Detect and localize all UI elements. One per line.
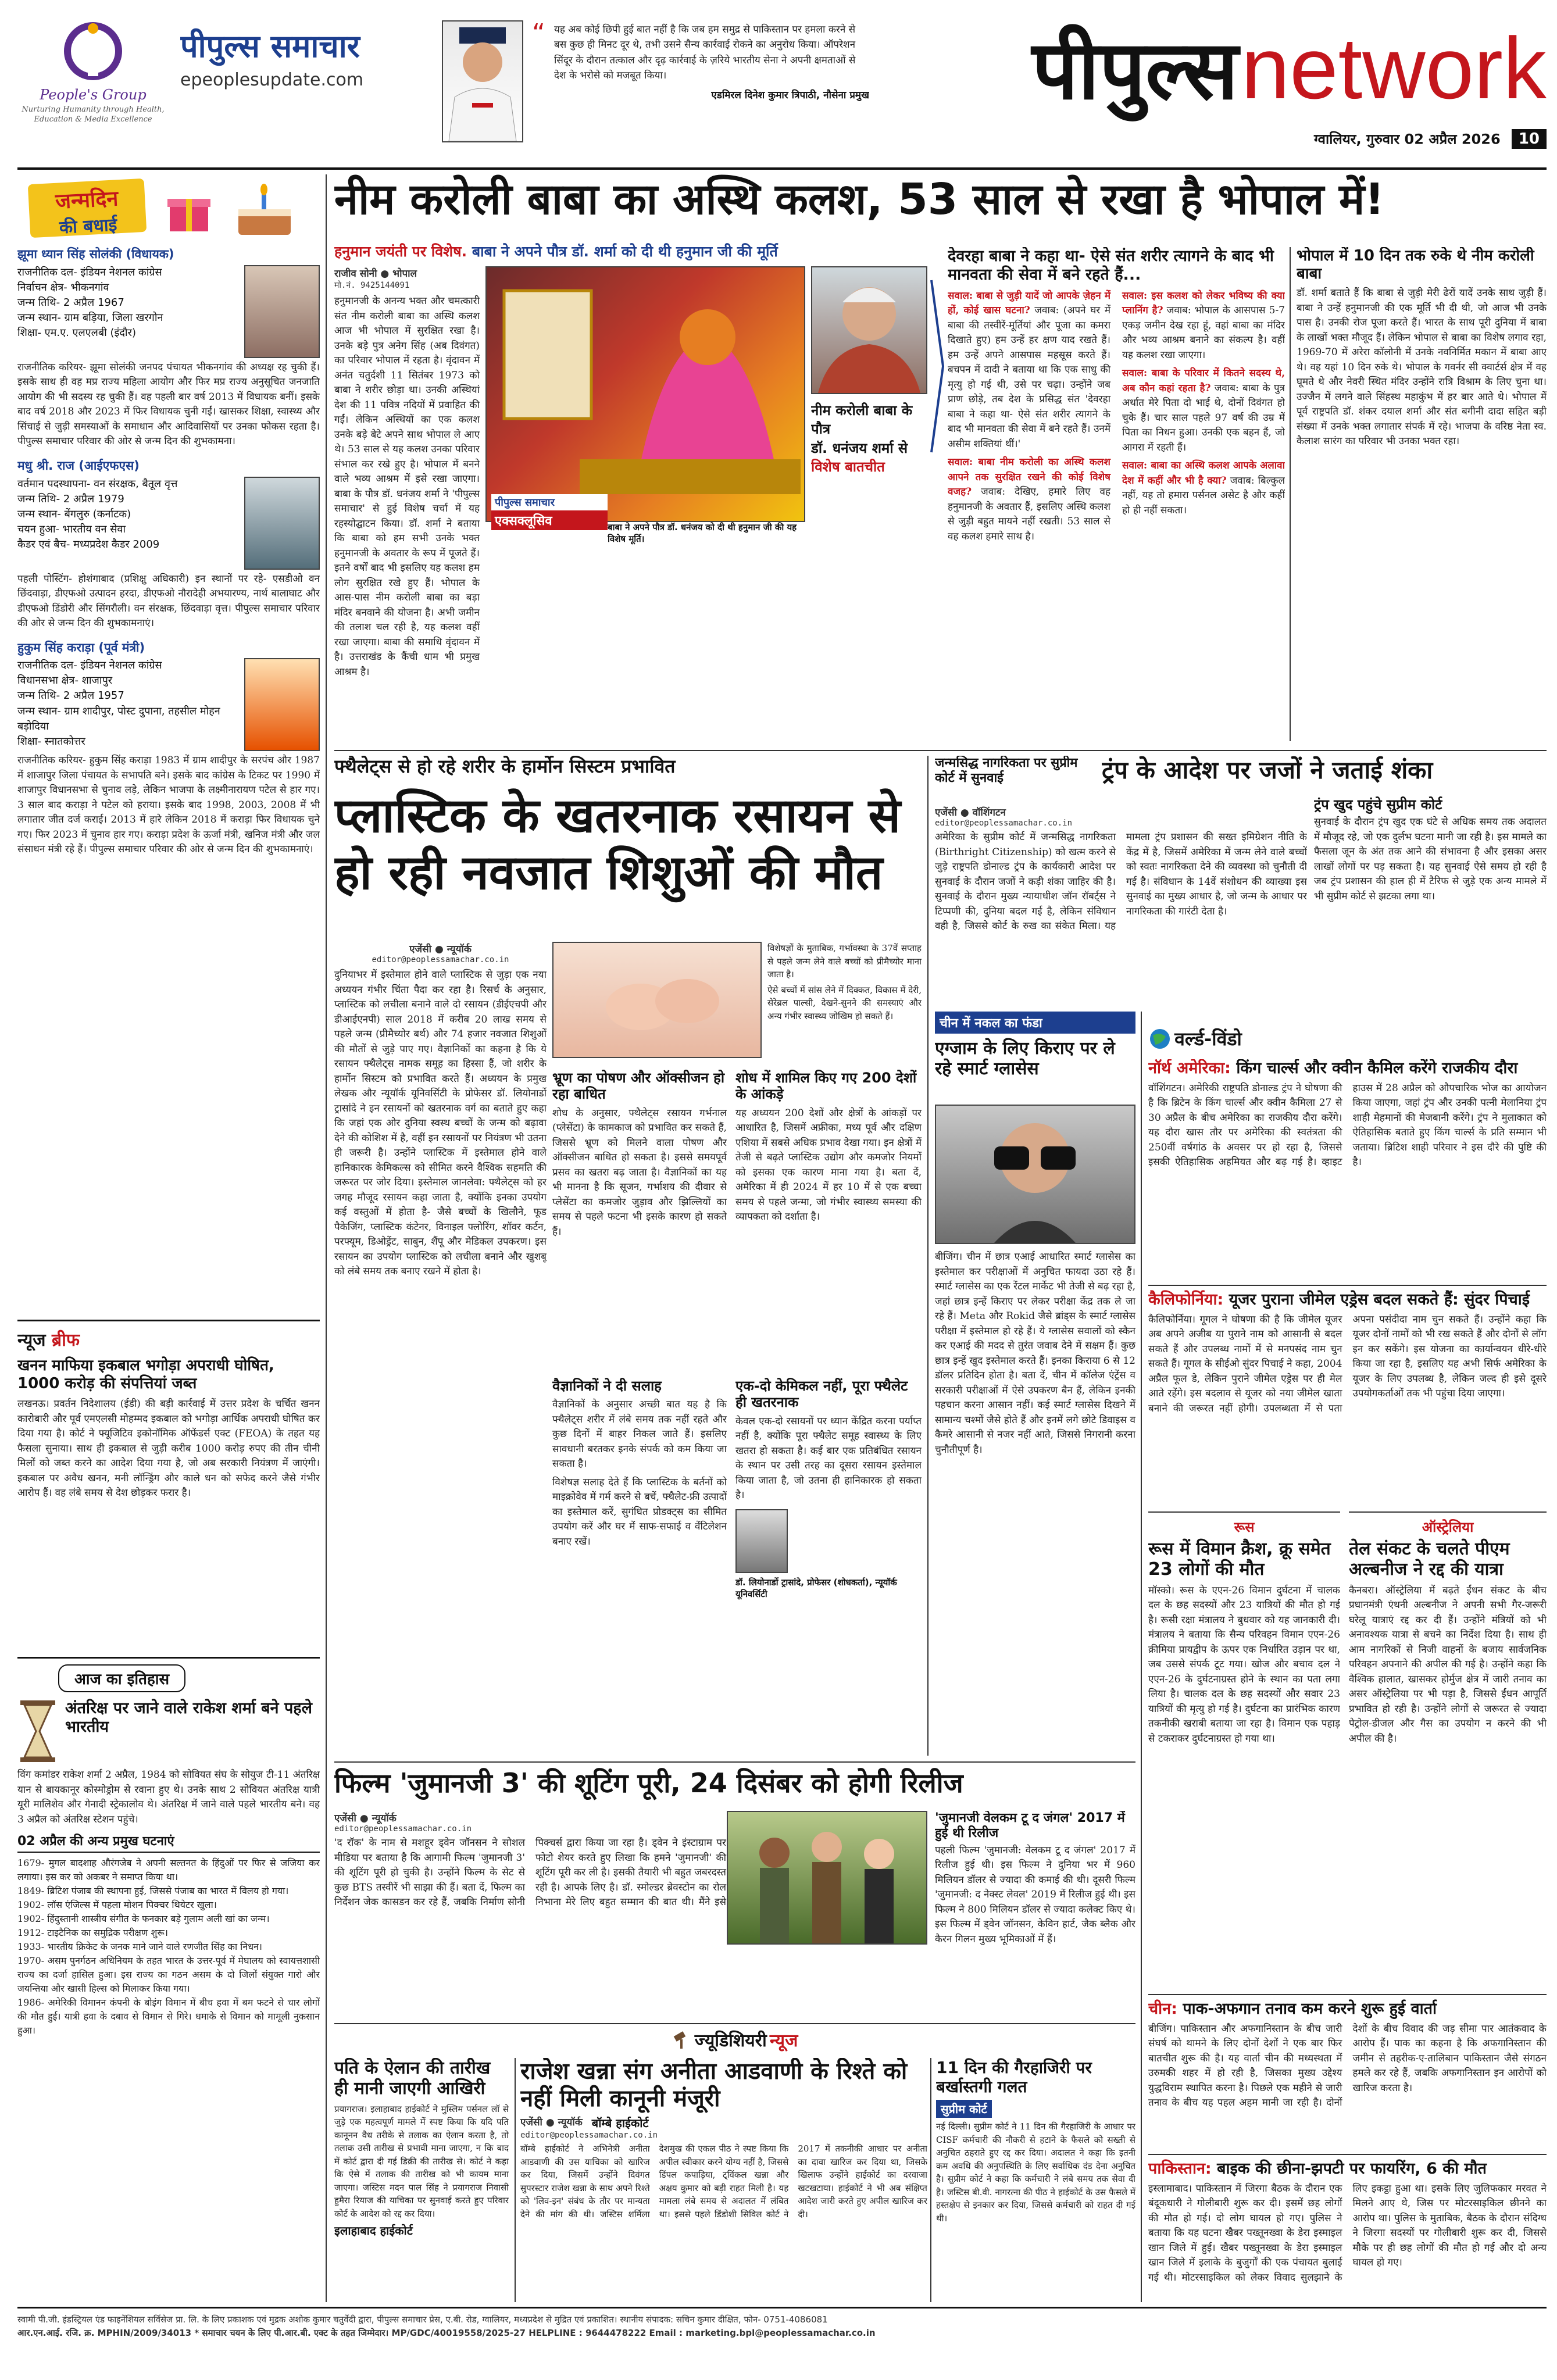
plastic-bullet: विशेषज्ञों के मुताबिक, गर्भावस्था के 37वें सप्ताह से पहले जन्म लेने वाले बच्चों को प्रीमैच्योर माना जाता है। <box>767 943 922 980</box>
world-left-rule <box>1141 1012 1142 2302</box>
qa-question: सवाल: बाबा के परिवार में कितने सदस्य थे, अब कौन कहां रहता है? <box>1122 367 1285 394</box>
plastic-box-2 <box>735 1070 922 1372</box>
news-brief-headline: खनन माफिया इकबाल भगोड़ा अपराधी घोषित, 1000 करोड़ की संपत्तियां जब्त <box>17 1357 274 1392</box>
world-china-label: चीन: <box>1148 2000 1177 2018</box>
plastic-box-4 <box>735 1378 922 1738</box>
footer-line-1: स्वामी पी.जी. इंडस्ट्रियल एंड फाइनेंशियल सर्विसेज प्रा. लि. के लिए प्रकाशक एवं मुद्रक अशोक कुमार चतुर्वेदी द्वारा, पीपुल्स समाचार प्रेस, ए.बी. रोड, ग्वालियर, मध्यप्रदेश से मुद्रित एवं प्रकाशित। स्थानीय संपादक: सचिन कुमार दीक्षित, फोन- 0751-4086081 <box>17 2314 828 2325</box>
lead-byline: राजीव सोनी ● भोपाल <box>334 268 417 280</box>
citizenship-side-box <box>1314 796 1547 1017</box>
lead-qa-headline: देवरहा बाबा ने कहा था- ऐसे संत शरीर त्यागने के बाद भी मानवता की सेवा में बने रहते हैं... <box>948 247 1274 284</box>
birthday-person-detail: शिक्षा- एम.ए. एलएलबी (इंदौर) <box>17 327 136 340</box>
world-na-headline: किंग चार्ल्स और क्वीन कैमिल करेंगे राजकीय दौरा <box>1236 1059 1518 1077</box>
world-ca-story <box>1148 1285 1547 1506</box>
exclusive-label: पीपुल्स समाचार <box>491 494 608 510</box>
birthday-person <box>17 247 320 449</box>
baby-feet-icon <box>553 943 760 1057</box>
idol-photo-caption: बाबा ने अपने पौत्र डॉ. धनंजय को दी थी हनुमान जी की यह विशेष मूर्ति। <box>608 522 797 544</box>
lead-qa-body <box>948 289 1285 545</box>
plastic-bullets <box>767 942 922 1058</box>
world-na-label: नॉर्थ अमेरिका: <box>1148 1059 1231 1077</box>
history-event: 1912- टाइटैनिक का समुद्रिक परीक्षण शुरू। <box>17 1927 168 1938</box>
plastic-box-2-headline: शोध में शामिल किए गए 200 देशों के आंकड़े <box>735 1070 917 1103</box>
world-na-title <box>1148 1059 1547 1078</box>
citizenship-headline: ट्रंप के आदेश पर जजों ने जताई शंका <box>1102 756 1433 784</box>
birthday-person-detail: जन्म स्थान- ग्राम बड़िया, जिला खरगोन <box>17 312 163 324</box>
qa-answer: जवाब: भोपाल के आसपास 5-7 एकड़ जमीन देख रहा हूं, वहां बाबा का मंदिर और भव्य आश्रम बनाने का संकल्प है। वहीं यह कलश रखा जाएगा। <box>1122 305 1285 361</box>
news-brief-section <box>17 1320 320 1645</box>
newborn-feet-photo <box>552 942 762 1058</box>
quote-icon: “ <box>532 22 545 48</box>
qa-answer: जवाब: (अपने घर में बाबा की तस्वीरें-मूर्तियां और पूजा का कमरा दिखाते हुए) हम उन्हें हर क्षण याद रखते हैं। हम उन्हें अपने आसपास महसूस करते हैं। बचपन में दादी ने बताया था कि एक साधु की मृत्यु हो गई थी, उसे पर चढ़ा। उन्होंने जब प्राण छोड़े, तब देश के प्रसिद्ध संत 'देवरहा बाबा ने कहा था- ऐसे संत शरीर त्यागने के बाद भी मानवता की सेवा में बने रहते हैं। उनमें असीम शक्तियां थीं।' <box>948 305 1111 450</box>
plastic-box-4-headline: एक-दो केमिकल नहीं, पूरा फ्थैलेट ही खतरनाक <box>735 1378 908 1411</box>
website-link[interactable]: epeoplesupdate.com <box>180 70 364 90</box>
plastic-box-1 <box>552 1070 727 1372</box>
qa-answer: जवाब: देखिए, हमारे लिए वह हनुमानजी के अवतार हैं, इसलिए अस्थि कलश से जुड़ी बहुत मायने नहीं रखती। 53 साल से वह कलश हमारे साथ है। <box>948 486 1110 542</box>
plastic-box-3-headline: वैज्ञानिकों ने दी सलाह <box>552 1378 662 1394</box>
citizenship-side-headline: जन्मसिद्ध नागरिकता पर सुप्रीम कोर्ट में सुनवाई <box>935 756 1078 785</box>
history-headline: अंतरिक्ष पर जाने वाले राकेश शर्मा बने पहले भारतीय <box>65 1699 312 1736</box>
gavel-icon <box>672 2030 692 2050</box>
birthday-person <box>17 459 320 631</box>
lead-body: हनुमानजी के अनन्य भक्त और चमत्कारी संत नीम करोली बाबा का अस्थि कलश आज भी भोपाल में सुरक्षित रखा है। उनके बड़े पुत्र अनेग सिंह (अब दिवंगत) का परिवार भोपाल में रहता है। वृंदावन में अनंत चतुर्दशी 11 सितंबर 1973 को बाबा ने शरीर छोड़ा था। उनकी अस्थियां देश की 11 पवित्र नदियों में प्रवाहित की गईं। लेकिन अस्थियों का एक कलश उनके बड़े बेटे अपने साथ भोपाल ले आए थे। 53 साल से यह कलश उनका परिवार संभाल कर रखे हुए है। भोपाल में बनने वाले भव्य आश्रम में इसे रखा जाएगा। बाबा के पौत्र डॉ. धनंजय शर्मा ने 'पीपुल्स समाचार' से हुई विशेष चर्चा में यह रहस्योद्घाटन किया। डॉ. शर्मा ने बताया कि बाबा को हम सभी उनके भक्त हनुमानजी के अवतार के रूप में पूजते हैं। इतने वर्षों बाद भी इसलिए यह कलश हम लोग सुरक्षित रखे हुए हैं। भोपाल के आस-पास नीम करोली बाबा का बड़ा मंदिर बनवाने की योजना है। अभी जमीन की तलाश चल रही है, यह कलश वहीं रखा जाएगा। बाबा की समाधि वृंदावन में है। उत्तराखंड के कैंची धाम भी प्रमुख आश्रम है। <box>334 295 480 678</box>
portrait-caption <box>811 401 927 546</box>
judiciary-story-2-body: बॉम्बे हाईकोर्ट ने अभिनेत्री अनीता आडवाणी की उस याचिका को खारिज कर दिया, जिसमें उन्होंने दिवंगत सुपरस्टार राजेश खन्ना के साथ अपने रिश्ते को 'लिव-इन' संबंध के तौर पर मान्यता देने की मांग की थी। जस्टिस शर्मिला देशमुख की एकल पीठ ने स्पष्ट किया कि अपील स्वीकार करने योग्य नहीं है, जिससे डिंपल कपाड़िया, ट्विंकल खन्ना और अक्षय कुमार को बड़ी राहत मिली है। यह मामला लंबे समय से अदालत में लंबित था। इससे पहले डिंडोशी सिविल कोर्ट ने 2017 में तकनीकी आधार पर अनीता का दावा खारिज कर दिया था, जिसके खिलाफ उन्होंने हाईकोर्ट का दरवाजा खटखटाया। हाईकोर्ट ने भी अब संक्षिप्त आदेश जारी करते हुए अपील खारिज कर दी। <box>520 2143 927 2220</box>
plastic-byline: एजेंसी ● न्यूयॉर्क <box>409 944 472 955</box>
hourglass-icon <box>17 1699 58 1763</box>
qa-item <box>1122 366 1285 455</box>
peoples-group-emblem-icon <box>61 19 125 83</box>
judiciary-rule-1 <box>515 2058 516 2302</box>
lead-subhead-text: बाबा ने अपने पौत्र डॉ. शर्मा को दी थी हनुमान जी की मूर्ति <box>472 243 778 260</box>
samachar-logo: पीपुल्स समाचार <box>180 28 360 65</box>
cake-icon <box>227 180 302 238</box>
birthday-person-bio: राजनीतिक करियर- झूमा सोलंकी जनपद पंचायत भीकनगांव की अध्यक्ष रह चुकी हैं। इसके साथ ही वह मप्र राज्य महिला आयोग और फिर मप्र राज्य अनुसूचित जनजाति आयोग की भी सदस्य रह चुकी हैं। वह पहली बार वर्ष 2013 में विधायक बनीं। इसके बाद वर्ष 2018 और 2023 में फिर विधायक चुनी गईं। खासकर शिक्षा, स्वास्थ्य और सिंचाई से जुड़ी समस्याओं के समाधान और आदिवासियों पर उनका फोकस रहता है। पीपुल्स समाचार परिवार की ओर से जन्म दिन की शुभकामना। <box>17 361 320 448</box>
judiciary-story-3-body: नई दिल्ली। सुप्रीम कोर्ट ने 11 दिन की गैरहाजिरी के आधार पर CISF कर्मचारी की नौकरी से हटाने के फैसले को सख्ती से अनुचित ठहराते हुए रद्द कर दिया। अदालत ने कहा कि इतनी कम अवधि की अनुपस्थिति के लिए सर्वाधिक दंड देना अनुचित है। सुप्रीम कोर्ट ने कहा कि कर्मचारी ने लंबे समय तक सेवा दी है। जस्टिस बी.वी. नागरत्ना की पीठ ने हाईकोर्ट के उस फैसले में हस्तक्षेप से इनकार कर दिया, जिससे कर्मचारी को राहत दी गई थी। <box>936 2121 1135 2224</box>
history-body: विंग कमांडर राकेश शर्मा 2 अप्रैल, 1984 को सोवियत संघ के सोयुज टी-11 अंतरिक्ष यान से बायकानूर कोस्मोड्रोम से रवाना हुए थे। उनके साथ 2 सोवियत अंतरिक्ष यात्री यूरी मालिशेव और गेनादी स्ट्रेकालोव थे। अंतरिक्ष में जाने वाले पहले भारतीय बने। वह 3 अप्रैल को अंतरिक्ष स्टेशन पहुंचे। <box>17 1769 320 1825</box>
birthday-heading-1: जन्मदिन <box>55 187 119 214</box>
world-pak-story <box>1148 2154 1547 2305</box>
samachar-logo-block <box>180 23 430 140</box>
jumanji-byline: एजेंसी ● न्यूयॉर्क <box>334 1813 397 1824</box>
history-events-list <box>17 1856 320 2038</box>
plastic-advice: विशेषज्ञ सलाह देते हैं कि प्लास्टिक के बर्तनों को माइक्रोवेव में गर्म करने से बचें, फ्थैलेट-फ्री उत्पादों का इस्तेमाल करें, सुगंधित प्रोडक्ट्स का सीमित उपयोग करें और घर में साफ-सफाई व वेंटिलेशन बनाए रखें। <box>552 1476 727 1548</box>
lead-side-rule <box>1290 247 1291 741</box>
news-brief-label <box>17 1327 320 1351</box>
history-event: 1902- लॉस एंजिल्स में पहला मोशन पिक्चर थियेटर खुला। <box>17 1899 217 1910</box>
birthday-person-bio: राजनीतिक करियर- हुकुम सिंह कराड़ा 1983 में ग्राम शादीपुर के सरपंच और 1987 में शाजापुर जिला पंचायत के सभापति बने। इसके बाद कांग्रेस के टिकट पर 1990 में शाजापुर विधानसभा से चुनाव लड़े, लेकिन भाजपा के लक्ष्मीनारायण पटेल से हार गए। 3 साल बाद कराड़ा ने पटेल को हराया। इसके बाद 1998, 2003, 2008 में भी लगातार जीत दर्ज कराई। 2013 में हारे लेकिन 2018 में कराड़ा फिर विधायक चुने गए। फिर 2023 में चुनाव हार गए। कराड़ा प्रदेश के ऊर्जा मंत्री, खनिज मंत्री और जल संसाधन मंत्री रहे हैं। पीपुल्स समाचार परिवार की ओर से जन्म दिन की शुभकामनाएं। <box>17 755 320 856</box>
plastic-headline: प्लास्टिक के खतरनाक रसायन से हो रही नवजात शिशुओं की मौत <box>334 788 901 901</box>
birthday-person-detail: विधानसभा क्षेत्र- शाजापुर <box>17 674 113 687</box>
world-ca-label: कैलिफोर्निया: <box>1148 1291 1224 1309</box>
birthday-section <box>17 174 320 1308</box>
masthead <box>0 0 1557 169</box>
history-event: 1902- हिंदुस्तानी शास्त्रीय संगीत के फनकार बड़े गुलाम अली खां का जन्म। <box>17 1913 270 1924</box>
plastic-bullet: ऐसे बच्चों में सांस लेने में दिक्कत, विकास में देरी, सेरेब्रल पाल्सी, देखने-सुनने की समस्याएं और अन्य गंभीर स्वास्थ्य जोखिम हो सकते हैं। <box>767 984 922 1021</box>
birthday-person-name: मधु श्री. राज (आईएफएस) <box>17 458 140 473</box>
plastic-body: दुनियाभर में इस्तेमाल होने वाले प्लास्टिक से जुड़ा एक नया अध्ययन गंभीर चिंता पैदा कर रहा है। रिसर्च के अनुसार, प्लास्टिक को लचीला बनाने वाले दो रसायन (डीईएचपी और डीआईएनपी) साल 2018 में करीब 20 लाख समय से पहले जन्म (प्रीमैच्योर बर्थ) और 74 हजार नवजात शिशुओं की मौतों से जुड़े पाए गए। वैज्ञानिकों का कहना है कि ये रसायन फ्थैलेट्स नामक समूह का हिस्सा हैं, जो शरीर के हार्मोन सिस्टम को प्रभावित करते हैं। अध्ययन के प्रमुख लेखक और न्यूयॉर्क यूनिवर्सिटी के प्रोफेसर डॉ. लियोनार्डो ट्रासांदे ने इन रसायनों को खतरनाक वर्ग का बताते हुए कहा कि जहां एक ओर दुनिया स्वस्थ बच्चों के जन्म को बढ़ावा देने की कोशिश में है, वहीं इन रसायनों पर नियंत्रण भी उतना ही जरूरी है। उन्होंने प्लास्टिक में इस्तेमाल होने वाले हानिकारक केमिकल्स को सीमित करने वैश्विक सहमति की जरूरत पर जोर दिया। इस्तेमाल जानलेवा: फ्थैलेट्स को हर जगह मौजूद रसायन कहा जाता है, क्योंकि इनका उपयोग कई वस्तुओं में होता है- जैसे बच्चों के खिलौने, फूड पैकेजिंग, प्लास्टिक कंटेनर, विनाइल फ्लोरिंग, शॉवर कर्टन, परफ्यूम, डिओड्रेंट, साबुन, शैंपू और मेडिकल उपकरण। इस रसायन का उपयोग प्लास्टिक को लचीला बनाने और खुशबू को लंबे समय तक बनाए रखने में होता है। <box>334 969 547 1277</box>
world-china-story <box>1148 1994 1547 2151</box>
world-pak-body: इस्लामाबाद। पाकिस्तान में जिरगा बैठक के दौरान एक बंदूकधारी ने गोलीबारी शुरू कर दी। इसमें छह लोगों की मौत हो गई। दो लोग घायल हो गए। पुलिस ने बताया कि यह घटना खैबर पख्तूनख्वा के डेरा इस्माइल खान जिले में हुई। खैबर पख्तूनख्वा के डेरा इस्माइल खान जिले में इलाके के बुजुर्गों की एक पंचायत बुलाई गई थी। मोटरसाइकिल को लेकर विवाद सुलझाने के लिए इकट्ठा हुआ था। इसके लिए जुलिफकार मरवत ने मिलने आए थे, जिस पर मोटरसाइकिल छीनने का आरोप था। पुलिस के मुताबिक, बैठक के दौरान संदिग्ध ने जिरगा सदस्यों पर गोलीबारी शुरू कर दी, जिससे मौके पर ही छह लोगों की मौत हो गई और दो अन्य घायल हो गए। <box>1148 2182 1547 2283</box>
plastic-box-1-headline: भ्रूण का पोषण और ऑक्सीजन हो रहा बाधित <box>552 1070 725 1103</box>
qa-item <box>1122 459 1285 518</box>
plastic-box-1-body: शोध के अनुसार, फ्थैलेट्स रसायन गर्भनाल (प्लेसेंटा) के कामकाज को प्रभावित कर सकते हैं, जिससे भ्रूण को मिलने वाला पोषण और ऑक्सीजन बाधित हो सकता है। इससे समयपूर्व प्रसव का खतरा बढ़ जाता है। वैज्ञानिकों का यह भी मानना है कि सूजन, गर्भाशय की दीवार से प्लेसेंटा का कमजोर जुड़ाव और झिल्लियों का समय से पहले फटना भी इसके कारण हो सकते हैं। <box>552 1107 727 1238</box>
birthday-person-photo <box>244 265 320 358</box>
jumanji-body: 'द रॉक' के नाम से मशहूर ड्वेन जॉनसन ने सोशल मीडिया पर बताया है कि आगामी फिल्म 'जुमानजी 3' की शूटिंग पूरी हो चुकी है। उन्होंने फिल्म के सेट से कुछ BTS तस्वीरें भी साझा की हैं। बता दें, फिल्म का निर्देशन जेक कासडन कर रहे हैं, जबकि निर्माण सोनी पिक्चर्स द्वारा किया जा रहा है। ड्वेन ने इंस्टाग्राम पर फोटो शेयर करते हुए लिखा कि हमने 'जुमानजी' की शूटिंग पूरी कर ली है। इसकी तैयारी भी बहुत जबरदस्त रही है। आपके लिए है। डॉ. स्मोल्डर ब्रेवस्टोन का रोल निभाना मेरे लिए बहुत सम्मान की बात थी। मैंने इसे <box>334 1837 726 1908</box>
exclusive-tag: एक्सक्लूसिव <box>491 510 608 530</box>
world-na-story <box>1148 1059 1547 1280</box>
world-russia-story <box>1148 1511 1340 1988</box>
lead-headline: नीम करोली बाबा का अस्थि कलश, 53 साल से रखा है भोपाल में! <box>334 174 1384 224</box>
news-brief-label-en: ब्रीफ <box>51 1330 80 1350</box>
birthday-person-photo <box>244 658 320 751</box>
judiciary-label <box>334 2023 1135 2052</box>
birthday-person-name: झूमा ध्यान सिंह सोलंकी (विधायक) <box>17 247 174 261</box>
birthday-person-detail: जन्म स्थान- ग्राम शादीपुर, पोस्ट दुपाना, तहसील मोहन बड़ोदिया <box>17 705 220 732</box>
citizenship-body-block <box>935 805 1307 1009</box>
officer-portrait-icon <box>443 22 522 141</box>
world-aus-headline: तेल संकट के चलते पीएम अल्बनीज ने रद्द की यात्रा <box>1349 1539 1510 1580</box>
network-logo-hi: पीपुल्स <box>1031 23 1238 118</box>
world-russia-body: मॉस्को। रूस के एएन-26 विमान दुर्घटना में चालक दल के छह सदस्यों और 23 यात्रियों की मौत हो गई है। रूसी रक्षा मंत्रालय ने बुधवार को यह जानकारी दी। मंत्रालय ने बताया कि सैन्य परिवहन विमान एएन-26 क्रीमिया प्रायद्वीप के ऊपर एक निर्धारित उड़ान पर था, जब उससे संपर्क टूट गया। खोज और बचाव दल ने एएन-26 के दुर्घटनाग्रस्त होने के स्थान का पता लगा लिया है। चालक दल के छह सदस्यों और सवार 23 यात्रियों की मृत्यु हो गई है। दुर्घटना का प्रारंभिक कारण तकनीकी खराबी बताया जा रहा है। विमान एक पहाड़ से टकराकर दुर्घटनाग्रस्त हो गया था। <box>1148 1584 1340 1745</box>
history-label: आज का इतिहास <box>58 1664 185 1692</box>
dhananjay-portrait <box>811 266 927 394</box>
birthday-person-detail: जन्म तिथि- 2 अप्रैल 1957 <box>17 689 124 702</box>
qa-answer: जवाब: बाबा के पुत्र अर्थात मेरे पिता दो भाई थे, दोनों दिवंगत हो चुके हैं। चार साल पहले 97 वर्ष की उम्र में पिता का निधन हुआ। उनकी एक बहन हैं, जो आगरा में रहती हैं। <box>1122 382 1285 453</box>
history-section <box>17 1657 320 2302</box>
birthday-person-detail: निर्वाचन क्षेत्र- भीकनगांव <box>17 281 109 294</box>
group-name: People's Group <box>40 87 147 103</box>
dateline-bar <box>930 129 1547 155</box>
plastic-right-rule <box>927 756 929 1756</box>
world-china-title <box>1148 2000 1547 2018</box>
scientist-photo <box>735 1509 788 1573</box>
judiciary-label-hi: ज्यूडिशियरी <box>694 2031 767 2051</box>
qa-item <box>948 289 1110 452</box>
judiciary-story-2-headline: राजेश खन्ना संग अनीता आडवाणी के रिश्ते को नहीं मिली कानूनी मंजूरी <box>520 2058 908 2113</box>
jumanji-email: editor@peoplessamachar.co.in <box>334 1824 472 1834</box>
birthday-person-detail: चयन हुआ- भारतीय वन सेवा <box>17 523 126 535</box>
portrait-caption-line: डॉ. धनंजय शर्मा से <box>811 439 908 456</box>
plastic-box-3-bullets <box>552 1398 727 1549</box>
dateline: ग्वालियर, गुरुवार 02 अप्रैल 2026 <box>1313 131 1501 148</box>
footer-line-2: आर.एन.आई. रजि. क्र. MPHIN/2009/34013 * समाचार चयन के लिए पी.आर.बी. एक्ट के तहत जिम्मेदार। MP/GDC/40019558/2025-27 HELPLINE : 9644478222 Email : marketing.bpl@peoplessamachar.co.in <box>17 2327 876 2338</box>
judiciary-story-2-email: editor@peoplessamachar.co.in <box>520 2131 658 2140</box>
lead-bottom-rule <box>334 750 1547 751</box>
world-pak-headline: बाइक की छीना-झपटी पर फायरिंग, 6 की मौत <box>1217 2160 1487 2178</box>
qa-question: सवाल: बाबा नीम करोली का अस्थि कलश आपने तक सुरक्षित रखने की कोई विशेष वजह? <box>948 456 1110 498</box>
footer <box>17 2307 1547 2371</box>
news-brief-label-hi: न्यूज <box>17 1330 46 1350</box>
world-russia-label: रूस <box>1234 1519 1255 1535</box>
history-event: 1970- असम पुनर्गठन अधिनियम के तहत भारत के उत्तर-पूर्व में मेघालय को स्वायत्तशासी राज्य का दर्जा हासिल हुआ। इस राज्य का गठन असम के दो जिलों संयुक्त गारो और जयन्तिया और खासी हिल्स को मिलाकर किया गया। <box>17 1954 320 1994</box>
china-headline: एग्जाम के लिए किराए पर ले रहे स्मार्ट ग्लासेस <box>935 1038 1115 1080</box>
judiciary-story-3 <box>936 2058 1135 2302</box>
jumanji-side-body: पहली फिल्म 'जुमानजी: वेलकम टू द जंगल' 2017 में रिलीज हुई थी। इस फिल्म ने दुनिया भर में 960 मिलियन डॉलर से ज्यादा की कमाई की थी। दूसरी फिल्म 'जुमानजी: द नेक्स्ट लेवल' 2019 में रिलीज हुई थी। इस फिल्म ने 800 मिलियन डॉलर से ज्यादा कलेक्ट किए थे। इस फिल्म में ड्वेन जॉनसन, केविन हार्ट, जैक ब्लैक और कैरन गिलन मुख्य भूमिकाओं में हैं। <box>935 1844 1135 1945</box>
globe-icon <box>1148 1027 1172 1050</box>
arrow-right-icon <box>930 279 944 453</box>
world-window-text: वर्ल्ड-विंडो <box>1174 1028 1242 1050</box>
quote-box <box>532 22 869 156</box>
exclusive-badge <box>491 494 608 535</box>
citizenship-byline: एजेंसी ● वॉशिंगटन <box>935 807 1006 819</box>
smart-glasses-icon <box>936 1106 1134 1243</box>
qa-question: सवाल: बाबा का अस्थि कलश आपके अलावा देश में कहीं और भी है क्या? <box>1122 460 1285 487</box>
world-aus-story <box>1349 1511 1547 1988</box>
citizenship-side2-headline: ट्रंप खुद पहुंचे सुप्रीम कोर्ट <box>1314 796 1442 813</box>
china-body: बीजिंग। चीन में छात्र एआई आधारित स्मार्ट ग्लासेस का इस्तेमाल कर परीक्षाओं में अनुचित फायदा उठा रहे हैं। स्मार्ट ग्लासेस का एक रेंटल मार्केट भी तेजी से बढ़ रहा है, जहां छात्र इन्हें किराए पर लेकर परीक्षा केंद्र तक ले जा रहे हैं। Meta और Rokid जैसे ब्रांड्स के स्मार्ट ग्लासेस परीक्षा में इस्तेमाल हो रहे हैं। ये ग्लासेस सवालों को स्कैन कर एआई की मदद से तुरंत जवाब देने में सक्षम हैं। कुछ छात्र इन्हें खुद इस्तेमाल करते हैं। इनका किराया 6 से 12 डॉलर प्रतिदिन होता है। बता दें, चीन में कॉलेज एंट्रेंस व सरकारी परीक्षाओं में ऐसे उपकरण बैन हैं, लेकिन इनकी पहचान करना आसान नहीं। कई स्मार्ट ग्लासेस दिखने में सामान्य चश्मों जैसे होते हैं और इनमें लगे छोटे डिवाइस व कैमरे आसानी से नजर नहीं आते, जिससे निगरानी करना चुनौतीपूर्ण है। <box>935 1251 1135 1456</box>
world-pak-title <box>1148 2160 1547 2178</box>
world-china-body: बीजिंग। पाकिस्तान और अफगानिस्तान के बीच जारी संघर्ष को थामने के लिए दोनों देशों ने एक बार फिर बातचीत शुरू की है। यह वार्ता चीन की मध्यस्थता में उरुमकी शहर में हो रही है, जिसका मुख्य उद्देश्य युद्धविराम स्थापित करना है। पिछले एक महीने से जारी तनाव के बीच यह पहल अहम मानी जा रही है। दोनों देशों के बीच विवाद की जड़ सीमा पार आतंकवाद के आरोप हैं। पाक का कहना है कि अफगानिस्तान की जमीन से तहरीक-ए-तालिबान पाकिस्तान जैसे संगठन हमले कर रहे हैं, जबकि अफगानिस्तान इन आरोपों को खारिज करता है। <box>1148 2022 1547 2109</box>
qa-question: सवाल: बाबा से जुड़ी यादें जो आपके ज़ेहन में हों, कोई खास घटना? <box>948 290 1110 317</box>
history-events-title: 02 अप्रैल की अन्य प्रमुख घटनाएं <box>17 1834 320 1853</box>
judiciary-label-en: न्यूज <box>769 2031 798 2051</box>
plastic-quote-attribution: डॉ. लियोनार्डो ट्रासांदे, प्रोफेसर (शोधकर्ता), न्यूयॉर्क यूनिवर्सिटी <box>735 1577 897 1599</box>
birthday-person-detail: जन्म तिथि- 2 अप्रैल 1979 <box>17 492 124 505</box>
plastic-strap: फ्थैलेट्स से हो रहे शरीर के हार्मोन सिस्टम प्रभावित <box>334 756 676 777</box>
judiciary-story-1 <box>334 2058 509 2302</box>
news-brief-body: लखनऊ। प्रवर्तन निदेशालय (ईडी) की बड़ी कार्रवाई में उत्तर प्रदेश के चर्चित खनन कारोबारी और पूर्व एमएलसी मोहम्मद इकबाल को भगोड़ा आर्थिक अपराधी घोषित कर दिया गया है। कोर्ट ने फ्यूजिटिव इकोनॉमिक ऑफेंडर्स एक्ट (FEOA) के तहत यह फैसला सुनाया। साथ ही इकबाल से जुड़ी करीब 1000 करोड़ रुपए की तीन चीनी मिलों को जब्त करने का आदेश दिया गया है, जो अब सरकारी नियंत्रण में जाएंगी। इकबाल पर अवैध खनन, मनी लॉन्ड्रिंग और काले धन को सफेद करने जैसे गंभीर आरोप हैं। वह लंबे समय से देश छोड़कर फरार है। <box>17 1398 320 1499</box>
judiciary-story-3-tag: सुप्रीम कोर्ट <box>936 2100 992 2118</box>
birthday-person-photo <box>244 477 320 570</box>
history-event: 1986- अमेरिकी विमानन कंपनी के बोइंग विमान में बीच हवा में बम फटने से चार लोगों की मौत हुई। यात्री हवा के दबाव से विमान से गिरे। धमाके से विमान को मामूली नुकसान हुआ। <box>17 1996 320 2036</box>
world-ca-body: कैलिफोर्निया। गूगल ने घोषणा की है कि जीमेल यूजर अब अपने अजीब या पुराने नाम को आसानी से बदल सकते हैं और उपलब्ध नामों में से मनपसंद नाम चुन सकते हैं। गूगल के सीईओ सुंदर पिचाई ने कहा, 2004 अप्रैल फूल डे, लेकिन पुराने जीमेल एड्रेस पर ही मेल आते रहेंगे। इस बदलाव से यूजर को नया जीमेल खाता बनाने की जरूरत नहीं होगी। उपलब्धता में से पता अपना पसंदीदा नाम चुन सकते हैं। उन्होंने कहा कि यूजर दोनों नामों को भी रख सकते हैं और दोनों से लॉग इन कर सकेंगे। इस योजना का कार्यान्वयन धीरे-धीरे किया जा रहा है, इसलिए यह अभी सिर्फ अमेरिका के यूजर के लिए उपलब्ध है, लेकिन जल्द ही इसे दूसरे उपयोगकर्ताओं तक भी पहुंचा दिया जाएगा। <box>1148 1313 1547 1414</box>
jumanji-cast-icon <box>728 1812 926 1943</box>
lead-side-headline: भोपाल में 10 दिन तक रुके थे नीम करोली बाबा <box>1297 247 1534 283</box>
birthday-person-detail: जन्म तिथि- 2 अप्रैल 1967 <box>17 296 124 309</box>
judiciary-story-2 <box>520 2058 927 2302</box>
citizenship-email: editor@peoplessamachar.co.in <box>935 819 1073 828</box>
plastic-body-block <box>334 942 547 1773</box>
jumanji-side-headline: 'जुमानजी वेलकम टू द जंगल' 2017 में हुई थी रिलीज <box>935 1811 1125 1841</box>
birthday-person-detail: कैडर एवं बैच- मध्यप्रदेश कैडर 2009 <box>17 538 160 551</box>
page-number: 10 <box>1512 129 1547 149</box>
birthday-person-detail: वर्तमान पदस्थापना- वन संरक्षक, बैतूल वृत्त <box>17 477 178 490</box>
quote-text: यह अब कोई छिपी हुई बात नहीं है कि जब हम समुद्र से पाकिस्तान पर हमला करने से बस कुछ ही मिनट दूर थे, तभी उसने सैन्य कार्रवाई रोकने का अनुरोध किया। ऑपरेशन सिंदूर के दौरान तत्काल और दृढ़ कार्रवाई के ज़रिये भारतीय सेना ने अपनी क्षमताओं से देश के भरोसे को मजबूत किया। <box>554 24 856 82</box>
hanuman-idol-icon <box>487 267 804 521</box>
birthday-person-detail: राजनीतिक दल- इंडियन नेशनल कांग्रेस <box>17 659 162 672</box>
gift-icon <box>163 183 215 235</box>
left-column-rule <box>326 174 327 2302</box>
network-logo-en: network <box>1241 19 1547 117</box>
plastic-advice: वैज्ञानिकों के अनुसार अच्छी बात यह है कि फ्थैलेट्स शरीर में लंबे समय तक नहीं रहते और कुछ दिनों में बाहर निकल जाते हैं। इसलिए सावधानी बरतकर इनके संपर्क को कम किया जा सकता है। <box>552 1399 727 1470</box>
birthday-person-name: हुकुम सिंह कराड़ा (पूर्व मंत्री) <box>17 640 145 655</box>
jumanji-cast-photo <box>727 1811 927 1945</box>
quote-attribution: एडमिरल दिनेश कुमार त्रिपाठी, नौसेना प्रमुख <box>711 90 869 102</box>
lead-phone: मो.नं. 9425144091 <box>334 281 410 290</box>
smart-glasses-photo <box>935 1105 1135 1244</box>
judiciary-story-3-headline: 11 दिन की गैरहाजिरी पर बर्खास्तगी गलत <box>936 2058 1092 2097</box>
judiciary-story-1-body: प्रयागराज। इलाहाबाद हाईकोर्ट ने मुस्लिम पर्सनल लॉ से जुड़े एक महत्वपूर्ण मामले में स्पष्ट किया कि यदि पति कानूनन वैध तरीके से तलाक का ऐलान करता है, तो तलाक उसी तारीख से प्रभावी माना जाएगा, न कि बाद में कोर्ट द्वारा दी गई डिक्री की तारीख से। कोर्ट ने कहा कि ऐसे में तलाक की तारीख को भी कायम माना जाएगा। जस्टिस मदन पाल सिंह ने प्रयागराज निवासी हुमैरा रियाज की याचिका पर सुनवाई करते हुए परिवार कोर्ट के आदेश को रद्द कर दिया। <box>334 2103 509 2219</box>
birthday-banner <box>17 174 320 241</box>
network-logo <box>884 12 1547 128</box>
china-tag: चीन में नकल का फंडा <box>935 1012 1135 1034</box>
jumanji-side-story <box>935 1811 1135 2020</box>
birthday-person-detail: राजनीतिक दल- इंडियन नेशनल कांग्रेस <box>17 266 162 278</box>
judiciary-story-2-tag: बॉम्बे हाईकोर्ट <box>591 2116 649 2131</box>
citizenship-side2-body: सुनवाई के दौरान ट्रंप खुद एक घंटे से अधिक समय तक अदालत में मौजूद रहे, जो एक दुर्लभ घटना मानी जा रही है। इस मामले का फैसला जून के अंत तक आने की संभावना है और इसका असर लाखों लोगों पर पड़ सकता है। यह सुनवाई ऐसे समय हो रही है जब ट्रंप प्रशासन की हाल ही में टैरिफ से जुड़े एक अन्य मामले में भी सुप्रीम कोर्ट से झटका लगा था। <box>1314 816 1547 902</box>
lead-kicker: हनुमान जयंती पर विशेष. <box>334 243 467 260</box>
birthday-person-detail: शिक्षा- स्नातकोत्तर <box>17 735 85 748</box>
lead-subhead <box>334 241 916 265</box>
world-window-label <box>1148 1026 1547 1055</box>
birthday-heading-2: की बधाई <box>59 215 118 238</box>
lead-side-body: डॉ. शर्मा बताते हैं कि बाबा से जुड़ी मेरी ढेरों यादें उनके साथ जुड़ी हैं। बाबा ने उन्हें हनुमानजी की एक मूर्ति भी दी थी, जो आज भी उनके पास है। उनकी रोज पूजा करते हैं। भारत के साथ पूरी दुनिया में बाबा के लाखों भक्त मौजूद हैं। लेकिन भोपाल से बाबा का विशेष लगाव रहा, 1969-70 में अरेरा कॉलोनी में उनके नवनिर्मित मकान में बाबा आए थे। वह यहां 10 दिन रुके थे। भोपाल के गवर्नर सी क्वार्टर्स क्षेत्र में वह घूमते थे और नेवरी स्थित मंदिर उन्होंने रात्रि विश्राम के लिए चुना था। उज्जैन में लगने वाले सिंहस्थ महाकुंभ में हर बार आते थे। भोपाल में पूर्व राष्ट्रपति डॉ. शंकर दयाल शर्मा और संत बगीनी दादा सहित बड़ी संख्या में उनके भक्त लगातार संपर्क में रहे। भाजपा के वरिष्ठ नेता स्व. कैलाश सारंग का परिवार भी उनका भक्त रहा। <box>1297 287 1547 448</box>
hanuman-idol-photo <box>485 266 805 522</box>
history-event: 1933- भारतीय क्रिकेट के जनक माने जाने वाले रणजीत सिंह का निधन। <box>17 1941 262 1952</box>
judiciary-story-1-headline: पति के ऐलान की तारीख ही मानी जाएगी आखिरी <box>334 2058 491 2099</box>
world-na-body: वॉशिंगटन। अमेरिकी राष्ट्रपति डोनाल्ड ट्रंप ने घोषणा की है कि ब्रिटेन के किंग चार्ल्स और क्वीन कैमिला 27 से 30 अप्रैल के बीच अमेरिका का राजकीय दौरा करेंगे। यह दौरा खास तौर पर अमेरिका की स्वतंत्रता की 250वीं वर्षगांठ के अवसर पर हो रहा है, जिससे इसकी ऐतिहासिक अहमियत और बढ़ गई है। व्हाइट हाउस में 28 अप्रैल को औपचारिक भोज का आयोजन किया जाएगा, जहां ट्रंप और उनकी पत्नी मेलानिया ट्रंप शाही मेहमानों की मेजबानी करेंगे। ट्रंप ने मुलाकात को ऐतिहासिक बताते हुए किंग चार्ल्स के प्रति सम्मान भी जताया। ब्रिटिश शाही परिवार ने इस दौरे की पुष्टि की है। <box>1148 1082 1547 1168</box>
lead-side-story <box>1297 247 1547 741</box>
world-ca-headline: यूजर पुराना जीमेल एड्रेस बदल सकते हैं: सुंदर पिचाई <box>1229 1291 1530 1309</box>
qa-item <box>1122 289 1285 363</box>
judiciary-story-2-byline: एजेंसी ● न्यूयॉर्क <box>520 2117 583 2129</box>
plastic-box-3 <box>552 1378 727 1738</box>
plastic-box-2-body: यह अध्ययन 200 देशों और क्षेत्रों के आंकड़ों पर आधारित है, जिसमें अफ्रीका, मध्य पूर्व और दक्षिण एशिया में सबसे अधिक प्रभाव देखा गया। इन क्षेत्रों में तेजी से बढ़ते प्लास्टिक उद्योग और कमजोर नियमों को इसका एक कारण माना गया है। बता दें, अमेरिका में ही 2024 में हर 10 में से एक बच्चा समय से पहले जन्मा, जो गंभीर स्वास्थ्य समस्या की व्यापकता को दर्शाता है। <box>735 1107 922 1223</box>
portrait-caption-line: नीम करोली बाबा के पौत्र <box>811 402 913 438</box>
peoples-group-logo <box>17 15 169 154</box>
world-aus-body: कैनबरा। ऑस्ट्रेलिया में बढ़ते ईंधन संकट के बीच प्रधानमंत्री एंथनी अल्बनीज ने अपनी सभी गैर-जरूरी घरेलू यात्राएं रद्द कर दी हैं। उन्होंने मंत्रियों को भी अनावश्यक यात्रा से बचने का निर्देश दिया है। साथ ही आम नागरिकों से निजी वाहनों के बजाय सार्वजनिक परिवहन अपनाने की अपील की गई है। उन्होंने कहा कि वैश्विक हालात, खासकर होर्मुज क्षेत्र में जारी तनाव का असर ऑस्ट्रेलिया पर भी पड़ा है, जिससे ईंधन आपूर्ति प्रभावित हो रही है। उन्होंने लोगों से जरूरत से ज्यादा पेट्रोल-डीजल और गैस का उपयोग न करने की भी अपील की है। <box>1349 1584 1547 1745</box>
qa-answer: जवाब: बिल्कुल नहीं, यह तो हमारा पर्सनल असेट है और कहीं हो ही नहीं सकता। <box>1122 474 1285 516</box>
birthday-person-bio: पहली पोस्टिंग- होशंगाबाद (प्रशिक्षु अधिकारी) इन स्थानों पर रहे- एसडीओ वन छिंदवाड़ा, डीएफओ उत्पादन हरदा, डीएफओ नौरादेही अभयारण्य, नार्थ बालाघाट और डीएफओ डिंडोरी और सिंगरौली। वन संरक्षक, छिंदवाड़ा वृत्त। पीपुल्स समाचार परिवार की ओर से जन्म दिन की शुभकामनाएं। <box>17 573 320 630</box>
jumanji-headline: फिल्म 'जुमानजी 3' की शूटिंग पूरी, 24 दिसंबर को होगी रिलीज <box>334 1767 963 1799</box>
world-aus-label: ऑस्ट्रेलिया <box>1422 1519 1474 1535</box>
qa-question: सवाल: इस कलश को लेकर भविष्य की क्या प्लानिंग है? <box>1122 290 1285 317</box>
judiciary-story-1-tag: इलाहाबाद हाईकोर्ट <box>334 2224 413 2238</box>
plastic-email: editor@peoplessamachar.co.in <box>372 955 509 964</box>
plastic-box-4-body: केवल एक-दो रसायनों पर ध्यान केंद्रित करना पर्याप्त नहीं है, क्योंकि पूरा फ्थैलेट समूह स्वास्थ्य के लिए खतरा हो सकता है। कई बार एक प्रतिबंधित रसायन के स्थान पर उसी तरह का दूसरा रसायन इस्तेमाल किया जाता है, जो उतना ही हानिकारक हो सकता है। <box>735 1415 922 1502</box>
world-china-headline: पाक-अफगान तनाव कम करने शुरू हुई वार्ता <box>1183 2000 1437 2018</box>
world-ca-title <box>1148 1291 1547 1309</box>
plastic-bottom-rule <box>334 1761 1135 1763</box>
birthday-person <box>17 641 320 857</box>
history-event: 1679- मुगल बादशाह औरंगजेब ने अपनी सल्तनत के हिंदुओं पर फिर से जजिया कर लगाया। इस कर को अकबर ने समाप्त किया था। <box>17 1857 320 1882</box>
navy-chief-photo <box>442 20 523 142</box>
qa-item <box>948 455 1110 544</box>
history-event: 1849- ब्रिटिश पंजाब की स्थापना हुई, जिससे पंजाब का भारत में विलय हो गया। <box>17 1885 289 1896</box>
world-pak-label: पाकिस्तान: <box>1148 2160 1212 2178</box>
world-russia-headline: रूस में विमान क्रैश, क्रू समेत 23 लोगों की मौत <box>1148 1539 1331 1580</box>
birthday-person-detail: जन्म स्थान- बेंगलुरु (कर्नाटक) <box>17 508 131 520</box>
citizenship-body: अमेरिका के सुप्रीम कोर्ट में जन्मसिद्ध नागरिकता (Birthright Citizenship) को खत्म करने से जुड़े राष्ट्रपति डोनाल्ड ट्रंप के कार्यकारी आदेश पर सुनवाई के दौरान जजों ने कड़ी शंका जाहिर की है। सुनवाई के दौरान मुख्य न्यायाधीश जॉन रॉबर्ट्स ने टिप्पणी की, दुनिया बदल गई है, लेकिन संविधान वही है, जिससे कोर्ट के रुख का संकेत मिला। यह मामला ट्रंप प्रशासन की सख्त इमिग्रेशन नीति के केंद्र में है, जिसमें अमेरिका में जन्म लेने वाले बच्चों को स्वतः नागरिकता देने की व्यवस्था को चुनौती दी गई है। संविधान के 14वें संशोधन की व्याख्या इस सुनवाई का मुख्य आधार है, जो जन्म के आधार पर नागरिकता की गारंटी देता है। <box>935 831 1307 932</box>
judiciary-rule-2 <box>930 2058 931 2302</box>
masthead-rule <box>17 167 1547 170</box>
portrait-caption-line: विशेष बातचीत <box>811 459 885 476</box>
portrait-icon <box>812 267 926 393</box>
group-tagline: Nurturing Humanity through Health, Education & Media Excellence <box>22 105 165 124</box>
